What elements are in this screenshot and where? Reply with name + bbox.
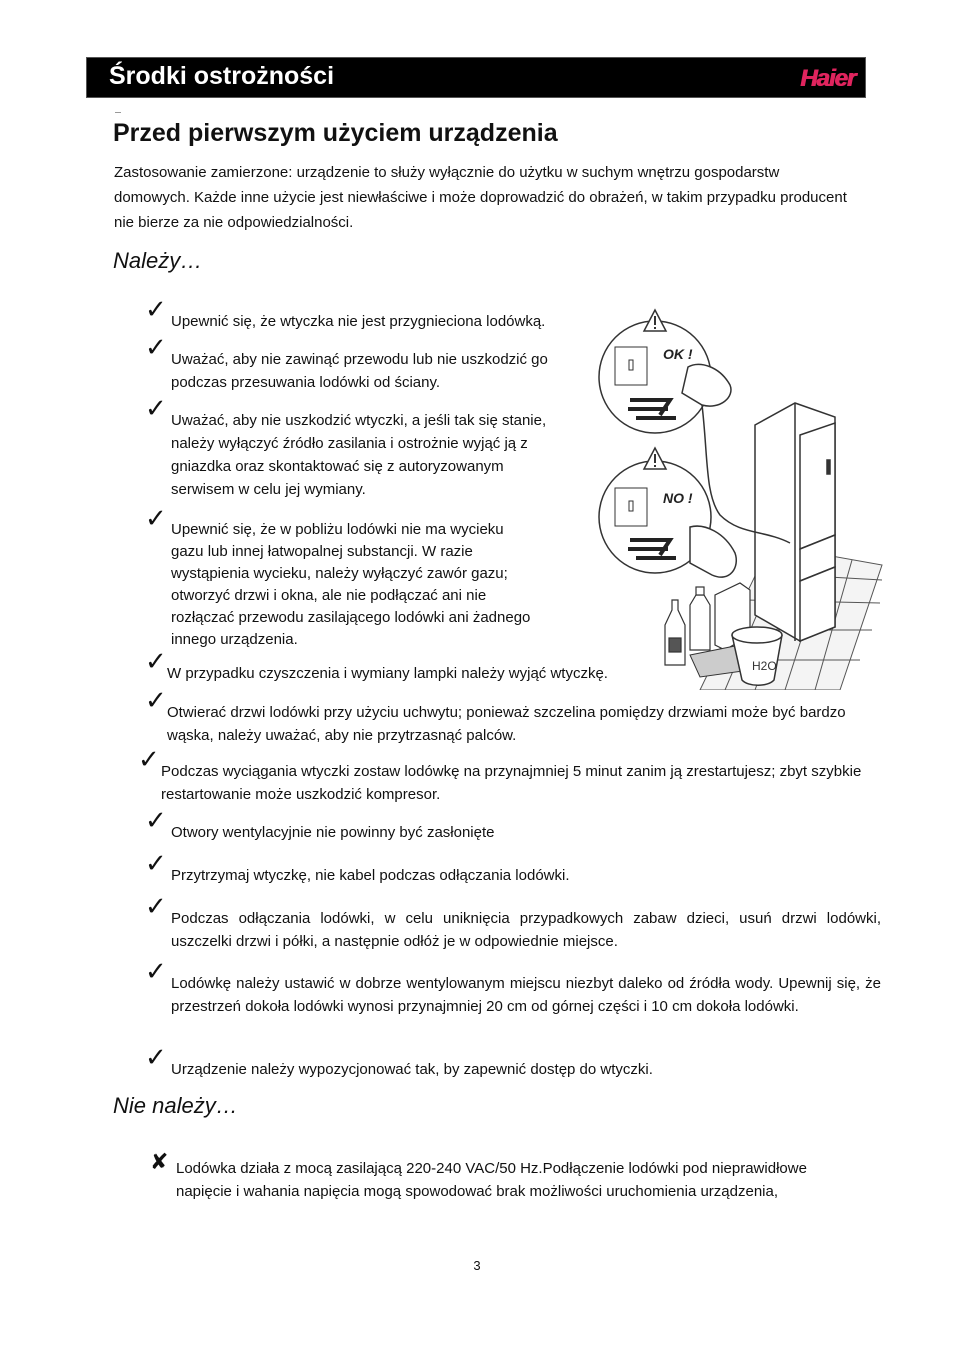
no-label: NO ! — [663, 490, 693, 506]
list-item: ✓ Podczas wyciągania wtyczki zostaw lodówkę na przynajmniej 5 minut zanim ją zrestartujesz; zbyt szybkie restartowanie może uszkodzić kompresor. — [138, 744, 862, 803]
refrigerator — [755, 403, 835, 641]
list-item: ✓ Uważać, aby nie zawinąć przewodu lub nie uszkodzić go podczas przesuwania lodówki od ściany. — [145, 332, 548, 391]
haier-logo: Haier — [799, 65, 855, 92]
should-heading: Należy… — [113, 248, 203, 273]
list-item: ✓ Upewnić się, że w pobliżu lodówki nie ma wycieku gazu lub innej łatwopalnej substancji. W razie wystąpienia wycieku, należy wyłączyć zawór gazu; otworzyć drzwi i okna, ale nie podłączać ani nie rozłączać przewodu zasilającego lodówki ani żadnego innego urządzenia. — [145, 503, 531, 648]
checkmark-icon: ✓ — [145, 332, 167, 362]
should-not-heading: Nie należy… — [113, 1093, 238, 1118]
hand — [690, 526, 736, 577]
checkmark-icon: ✓ — [145, 891, 167, 921]
checkmark-icon: ✓ — [145, 956, 167, 986]
section-header-bar — [86, 57, 866, 98]
list-item: ✓ W przypadku czyszczenia i wymiany lampki należy wyjąć wtyczkę. — [145, 646, 608, 682]
list-item: ✓ Uważać, aby nie uszkodzić wtyczki, a jeśli tak się stanie, należy wyłączyć źródło zasilania i ostrożnie wyjąć ją z gniazdka oraz skontaktować się z autoryzowanym serwisem w celu jej wymiany. — [145, 393, 547, 498]
checkmark-icon: ✓ — [145, 848, 167, 878]
bucket-label: H2O — [752, 659, 777, 673]
checkmark-icon: ✓ — [145, 393, 167, 423]
checkmark-icon: ✓ — [145, 294, 167, 324]
ok-label: OK ! — [663, 346, 693, 362]
wall-socket — [615, 488, 647, 526]
list-item: ✓ Podczas odłączania lodówki, w celu uniknięcia przypadkowych zabaw dzieci, usuń drzwi lodówki, uszczelki drzwi i półki, a następnie odłóż je w odpowiednie miejsce. — [145, 891, 881, 950]
section-title: Środki ostrożności — [109, 62, 335, 90]
checkmark-icon: ✓ — [145, 805, 167, 835]
wall-socket — [615, 347, 647, 385]
checkmark-icon: ✓ — [138, 744, 160, 774]
list-item: ✓ Przytrzymaj wtyczkę, nie kabel podczas odłączania lodówki. — [145, 848, 570, 884]
list-item: ✓ Otwierać drzwi lodówki przy użyciu uchwytu; ponieważ szczelina pomiędzy drzwiami może być bardzo wąska, należy uważać, aby nie przytrzasnąć palców. — [145, 685, 846, 744]
list-item: ✓ Upewnić się, że wtyczka nie jest przygnieciona lodówką. — [145, 294, 546, 330]
checkmark-icon: ✓ — [145, 503, 167, 533]
checkmark-icon: ✓ — [145, 646, 167, 676]
list-item: ✘ Lodówka działa z mocą zasilającą 220-240 VAC/50 Hz.Podłączenie lodówki pod nieprawidłowe napięcie i wahania napięcia mogą spowodować brak możliwości uruchomienia urządzenia, — [150, 1149, 807, 1200]
list-item: ✓ Lodówkę należy ustawić w dobrze wentylowanym miejscu niezbyt daleko od źródła wody. Upewnij się, że przestrzeń dokoła lodówki wynosi przynajmniej 20 cm od górnej części i 10 cm dokoła lodówki. — [145, 956, 881, 1015]
list-item: ✓ Urządzenie należy wypozycjonować tak, by zapewnić dostęp do wtyczki. — [145, 1042, 653, 1078]
page-heading: Przed pierwszym użyciem urządzenia — [113, 119, 558, 147]
list-item: ✓ Otwory wentylacyjnie nie powinny być zasłonięte — [145, 805, 495, 841]
cross-icon: ✘ — [150, 1149, 169, 1174]
intro-paragraph: Zastosowanie zamierzone: urządzenie to służy wyłącznie do użytku w suchym wnętrzu gospodarstw domowych. Każde inne użycie jest niewłaściwe i może doprowadzić do obrażeń, w takim przypadku producent nie bierze za nie odpowiedzialności. — [114, 164, 847, 231]
safety-illustration — [590, 305, 890, 690]
divider — [115, 112, 121, 113]
checkmark-icon: ✓ — [145, 1042, 167, 1072]
checkmark-icon: ✓ — [145, 685, 167, 715]
page-number: 3 — [473, 1258, 481, 1273]
